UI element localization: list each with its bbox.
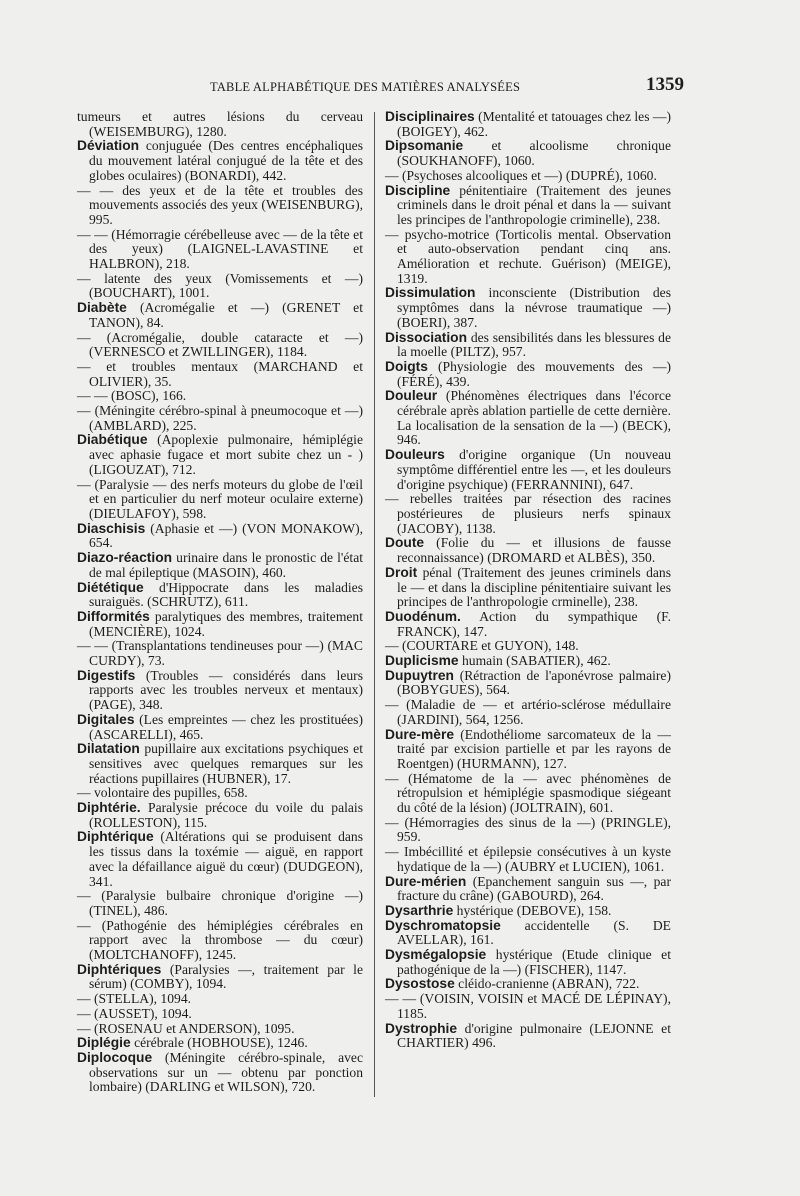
index-entry — [385, 816, 671, 845]
index-entry-text: (Epanchement sanguin sus —, par fracture du crâne) (GABOURD), 264. — [397, 873, 671, 904]
index-headword: Dysostose — [385, 976, 455, 992]
index-entry — [77, 919, 363, 963]
index-entry — [385, 977, 671, 992]
index-entry-text: — (Hémorragies des sinus de la —) (PRINGLE), 959. — [385, 814, 671, 845]
index-entry-text: (Endothéliome sarcomateux de la — traité par excision partielle et par les rayons de Roentgen) (HURMANN), 127. — [397, 726, 671, 771]
index-headword: Doute — [385, 535, 425, 551]
index-entry — [77, 830, 363, 889]
index-entry-text: (Altérations qui se produisent dans les tissus dans la toxémie — aiguë, en rapport avec la défaillance aiguë du cœur) (DUDGEON), 341. — [89, 829, 363, 889]
index-entry-text: — et troubles mentaux (MARCHAND et OLIVIER), 35. — [77, 358, 363, 389]
index-entry — [77, 742, 363, 786]
index-entry-text: (Troubles — considérés dans leurs rapports avec les troubles nerveux et mentaux) (PAGE), 348. — [89, 667, 363, 713]
index-entry-text: (Les empreintes — chez les prostituées) (ASCARELLI), 465. — [89, 711, 363, 742]
running-title: TABLE ALPHABÉTIQUE DES MATIÈRES ANALYSÉES — [210, 80, 521, 94]
index-headword: Diphtérique — [77, 829, 154, 845]
index-entry — [77, 404, 363, 433]
index-headword: Dilatation — [77, 741, 140, 757]
index-entry-text: Paralysie précoce du voile du palais (ROLLESTON), 115. — [89, 800, 363, 830]
index-headword: Diabète — [77, 300, 127, 316]
index-headword: Dissimulation — [385, 285, 476, 301]
index-entry — [385, 948, 671, 977]
index-headword: Doigts — [385, 358, 428, 374]
page-header — [80, 74, 684, 98]
index-entry-text: — (Méningite cérébro-spinal à pneumocoque et —) (AMBLARD), 225. — [77, 403, 363, 433]
page-number: 1359 — [646, 74, 684, 95]
index-headword: Dysarthrie — [385, 902, 454, 918]
index-entry — [385, 169, 671, 184]
index-entry-text: — (Hématome de la — avec phénomènes de rétropulsion et hémiplégie spasmodique siégeant du côté de la lésion) (JOLTRAIN), 601. — [385, 770, 671, 816]
index-entry-text: — (ROSENAU et ANDERSON), 1095. — [77, 1020, 295, 1036]
index-entry-text: d'origine pulmonaire (LEJONNE et CHARTIER) 496. — [397, 1020, 671, 1051]
index-headword: Diplocoque — [77, 1050, 153, 1065]
index-entry — [385, 610, 671, 639]
index-headword: Difformités — [77, 608, 150, 624]
index-entry — [77, 963, 363, 992]
index-entry-text: d'origine organique (Un nouveau symptôme différentiel entre les —, et les douleurs d'origine psychique) (FERRANNINI), 647. — [397, 447, 671, 492]
index-entry-text: — (AUSSET), 1094. — [77, 1005, 192, 1021]
index-headword: Douleurs — [385, 447, 445, 463]
index-entry — [385, 331, 671, 360]
index-entry-text: — — (BOSC), 166. — [77, 388, 187, 404]
index-entry-text: inconsciente (Distribution des symptômes dans la névrose traumatique —) (BOERI), 387. — [397, 285, 671, 330]
index-entry — [385, 639, 671, 654]
index-headword: Duplicisme — [385, 653, 459, 669]
index-entry — [77, 1022, 363, 1037]
index-headword: Dure-mérien — [385, 873, 467, 889]
index-entry-text: pupillaire aux excitations psychiques et sensitives avec quelques remarques sur les réactions pupillaires (HUBNER), 17. — [89, 741, 363, 786]
column-divider — [374, 112, 375, 1097]
index-entry-text: tumeurs et autres lésions du cerveau (WEISEMBURG), 1280. — [77, 109, 363, 139]
index-entry — [385, 536, 671, 565]
index-entry — [77, 301, 363, 330]
index-headword: Duodénum. — [385, 608, 461, 624]
index-entry-text: (Folie du — et illusions de fausse reconnaissance) (DROMARD et ALBÈS), 350. — [397, 535, 671, 566]
index-entry-text: (Apoplexie pulmonaire, hémiplégie avec aphasie fugace et mort subite chez un - ) (LIGOUZAT), 712. — [89, 432, 363, 477]
index-headword: Dure-mère — [385, 726, 455, 742]
index-entry — [77, 1051, 363, 1095]
index-entry — [77, 389, 363, 404]
index-headword: Dupuytren — [385, 667, 454, 683]
index-headword: Dystrophie — [385, 1020, 458, 1036]
index-entry — [77, 1036, 363, 1051]
index-headword: Diététique — [77, 579, 144, 595]
index-entry-text: cérébrale (HOBHOUSE), 1246. — [130, 1035, 308, 1051]
index-headword: Dyschromatopsie — [385, 917, 501, 933]
index-headword: Diabétique — [77, 432, 148, 448]
index-headword: Digestifs — [77, 667, 136, 683]
index-entry-text: — (COURTARE et GUYON), 148. — [385, 638, 579, 654]
right-column — [385, 110, 671, 1051]
index-entry-text: hystérique (DEBOVE), 158. — [453, 902, 612, 918]
index-entry — [77, 551, 363, 580]
index-entry-text: — latente des yeux (Vomissements et —) (BOUCHART), 1001. — [77, 270, 363, 301]
index-entry — [385, 919, 671, 948]
index-headword: Déviation — [77, 138, 140, 154]
index-entry — [77, 331, 363, 360]
index-headword: Disciplinaires — [385, 109, 475, 124]
index-entry-text: urinaire dans le pronostic de l'état de mal épileptique (MASOIN), 460. — [89, 550, 363, 580]
index-entry-text: — — des yeux et de la tête et troubles des mouvements associés des yeux (WEISENBURG), 995. — [77, 182, 363, 227]
index-entry-text: pénal (Traitement des jeunes criminels dans le — et dans la discipline pénitentiaire suivant les principes de l'anthropologie crminelle), 238. — [397, 564, 671, 610]
index-entry-text: — Imbécillité et épilepsie consécutives à un kyste hydatique de la —) (AUBRY et LUCIEN), 1061. — [385, 844, 671, 874]
index-entry — [77, 1007, 363, 1022]
index-entry — [385, 110, 671, 139]
index-entry — [77, 639, 363, 668]
index-headword: Dissociation — [385, 329, 468, 345]
index-entry-text: — (Psychoses alcooliques et —) (DUPRÉ), 1060. — [385, 167, 657, 183]
index-entry-text: hystérique (Etude clinique et pathogénique de la —) (FISCHER), 1147. — [397, 947, 671, 977]
index-entry-text: conjuguée (Des centres encéphaliques du mouvement latéral conjugué de la tête et des globes oculaires) (BONARDI), 442. — [89, 138, 363, 183]
index-entry — [385, 492, 671, 536]
index-entry — [77, 478, 363, 522]
index-entry-text: — (Pathogénie des hémiplégies cérébrales en rapport avec la thrombose — du cœur) (MOLTCHANOFF), 1245. — [77, 917, 363, 963]
index-entry — [385, 992, 671, 1021]
index-entry-text: — — (Hémorragie cérébelleuse avec — de la tête et des yeux) (LAIGNEL-LAVASTINE et HALBRON), 218. — [77, 226, 363, 272]
index-entry-text: (Mentalité et tatouages chez les —) (BOIGEY), 462. — [397, 109, 672, 139]
left-column — [77, 110, 363, 1095]
index-entry-text: — — (Transplantations tendineuses pour —) (MAC CURDY), 73. — [77, 638, 363, 669]
index-entry-text: et alcoolisme chronique (SOUKHANOFF), 1060. — [397, 138, 671, 169]
index-entry-text: — psycho-motrice (Torticolis mental. Observation et auto-observation pendant cinq ans. Amélioration et rechute. Guérison) (MEIGE), 1319. — [385, 226, 671, 286]
index-entry-text: — (Paralysie — des nerfs moteurs du globe de l'œil et en particulier du nerf moteur oculaire externe) (DIEULAFOY), 598. — [77, 476, 363, 521]
index-entry — [385, 772, 671, 816]
index-entry — [77, 889, 363, 918]
index-entry-text: (Méningite cérébro-spinale, avec observations sur un — obtenu par ponction lombaire) (DARLING et WILSON), 720. — [89, 1050, 363, 1095]
index-entry — [385, 184, 671, 228]
index-entry — [385, 389, 671, 448]
index-headword: Diaschisis — [77, 520, 146, 536]
index-entry — [385, 1022, 671, 1051]
index-entry-text: (Phénomènes électriques dans l'écorce cérébrale après ablation partielle de cette dernière. La localisation de la sensation de la —) (BECK), 946. — [397, 388, 671, 448]
index-entry-text: — rebelles traitées par résection des racines postérieures de plusieurs nerfs spinaux (JACOBY), 1138. — [385, 491, 671, 536]
index-headword: Dipsomanie — [385, 138, 464, 154]
index-entry — [77, 110, 363, 139]
index-entry — [77, 610, 363, 639]
index-entry-text: pénitentiaire (Traitement des jeunes criminels dans le droit pénal et dans la — suivant les principes de l'anthropologie criminelle), 238. — [397, 182, 671, 227]
index-entry-text: humain (SABATIER), 462. — [458, 653, 611, 669]
index-entry — [385, 139, 671, 168]
index-entry — [77, 581, 363, 610]
index-entry-text: Action du sympathique (F. FRANCK), 147. — [397, 608, 671, 639]
index-headword: Diphtérie. — [77, 800, 141, 816]
index-entry-text: — — (VOISIN, VOISIN et MACÉ DE LÉPINAY), 1185. — [385, 991, 671, 1021]
index-headword: Discipline — [385, 182, 451, 198]
index-entry — [77, 272, 363, 301]
index-headword: Diphtériques — [77, 961, 162, 977]
index-entry — [385, 566, 671, 610]
index-entry-text: d'Hippocrate dans les maladies suraiguës. (SCHRUTZ), 611. — [89, 579, 363, 610]
index-entry — [385, 286, 671, 330]
index-headword: Digitales — [77, 711, 135, 727]
index-entry-text: (Acromégalie et —) (GRENET et TANON), 84. — [89, 300, 363, 330]
index-entry-text: — (Acromégalie, double cataracte et —) (VERNESCO et ZWILLINGER), 1184. — [77, 329, 363, 360]
index-entry — [77, 522, 363, 551]
index-headword: Dysmégalopsie — [385, 947, 487, 963]
index-entry — [385, 669, 671, 698]
index-entry-text: — (Maladie de — et artério-sclérose médullaire (JARDINI), 564, 1256. — [385, 697, 671, 727]
index-entry — [77, 184, 363, 228]
index-entry — [385, 360, 671, 389]
index-entry-text: (Aphasie et —) (VON MONAKOW), 654. — [89, 520, 363, 551]
index-entry-text: — (Paralysie bulbaire chronique d'origine —) (TINEL), 486. — [77, 888, 363, 918]
index-entry-text: (Paralysies —, traitement par le sérum) (COMBY), 1094. — [89, 961, 363, 992]
index-entry — [77, 228, 363, 272]
index-entry — [385, 845, 671, 874]
index-entry — [77, 360, 363, 389]
index-entry — [385, 448, 671, 492]
index-entry — [77, 713, 363, 742]
index-entry — [77, 433, 363, 477]
index-headword: Droit — [385, 564, 418, 580]
index-entry — [385, 698, 671, 727]
index-entry — [77, 992, 363, 1007]
index-entry-text: — (STELLA), 1094. — [77, 991, 192, 1007]
index-entry-text: — volontaire des pupilles, 658. — [77, 785, 248, 801]
index-headword: Diplégie — [77, 1035, 131, 1051]
index-headword: Diazo-réaction — [77, 550, 173, 566]
index-headword: Douleur — [385, 388, 438, 404]
index-entry — [385, 875, 671, 904]
index-entry-text: des sensibilités dans les blessures de la moelle (PILTZ), 957. — [397, 329, 671, 360]
index-entry — [77, 786, 363, 801]
index-entry — [77, 669, 363, 713]
index-entry-text: (Rétraction de l'aponévrose palmaire) (BOBYGUES), 564. — [397, 667, 671, 698]
index-entry — [77, 139, 363, 183]
index-entry-text: (Physiologie des mouvements des —) (FÉRÉ), 439. — [397, 358, 671, 389]
index-entry — [385, 654, 671, 669]
index-entry-text: accidentelle (S. DE AVELLAR), 161. — [397, 917, 671, 948]
index-entry-text: paralytiques des membres, traitement (MENCIÈRE), 1024. — [89, 608, 363, 639]
index-entry-text: cléido-cranienne (ABRAN), 722. — [454, 976, 640, 992]
index-entry — [385, 728, 671, 772]
index-entry — [385, 228, 671, 287]
index-entry — [385, 904, 671, 919]
index-entry — [77, 801, 363, 830]
